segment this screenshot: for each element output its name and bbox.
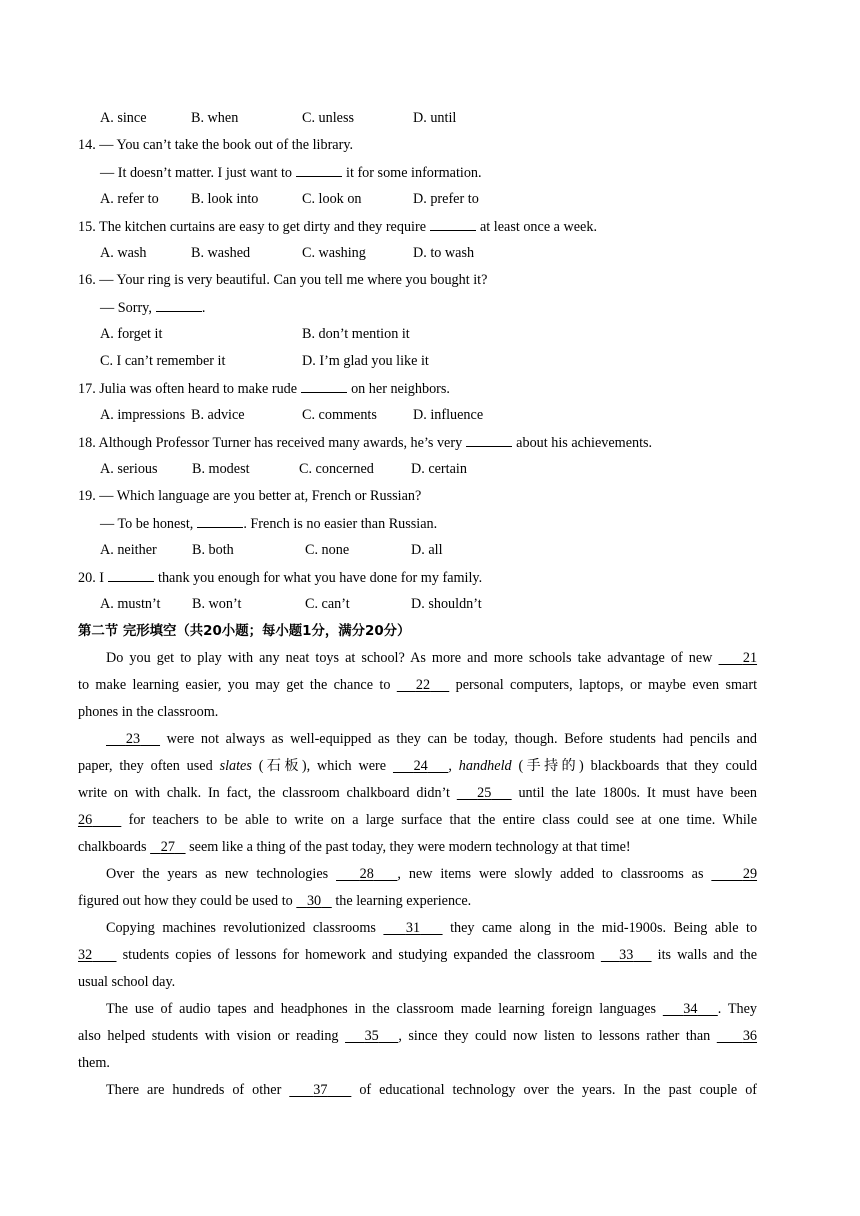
passage-line xyxy=(78,915,757,942)
passage-line: usual school day. xyxy=(78,974,176,990)
blank-number: 32 xyxy=(78,947,93,963)
passage-paragraph xyxy=(78,726,757,861)
option-b: B. advice xyxy=(191,407,245,423)
cloze-blank-35 xyxy=(345,1028,398,1044)
option-d: D. until xyxy=(413,110,457,126)
passage-paragraph xyxy=(78,915,757,996)
blank-number: 34 xyxy=(683,1001,698,1017)
option-c: C. concerned xyxy=(299,461,374,477)
passage-text: for teachers to be able to write on a large surface that the entire class could see at one time. While xyxy=(128,812,757,828)
passage-text: they came along in the mid-1900s. Being able to xyxy=(450,920,758,936)
question-text: 18. Although Professor Turner has received many awards, he’s very xyxy=(78,435,463,451)
question-stem: 16. — Your ring is very beautiful. Can you tell me where you bought it? xyxy=(78,272,488,288)
passage-line xyxy=(78,834,757,861)
option-b: B. both xyxy=(192,542,234,558)
blank-number: 27 xyxy=(160,839,175,855)
passage-paragraph xyxy=(78,861,757,915)
answer-blank xyxy=(156,298,202,312)
cloze-blank-34 xyxy=(663,1001,718,1017)
passage-text: personal computers, laptops, or maybe even smart xyxy=(455,677,758,693)
question-stem xyxy=(78,379,450,398)
blank-number: 25 xyxy=(477,785,492,801)
option-c: C. unless xyxy=(302,110,355,126)
cloze-blank-23 xyxy=(106,731,160,747)
option-a: A. wash xyxy=(100,245,147,261)
passage-text: until the late 1800s. It must have been xyxy=(518,785,758,801)
option-a: A. impressions xyxy=(100,407,186,423)
chinese-gloss: (手持的) xyxy=(518,758,584,774)
passage-text: the learning experience. xyxy=(335,893,472,909)
option-c: C. none xyxy=(305,542,350,558)
blank-number: 31 xyxy=(405,920,421,936)
option-c: C. washing xyxy=(302,245,366,261)
passage-line xyxy=(78,645,757,672)
option-d: D. to wash xyxy=(413,245,475,261)
cloze-blank-31 xyxy=(383,920,442,936)
cloze-blank-29 xyxy=(711,866,757,882)
question-text: — It doesn’t matter. I just want to xyxy=(100,165,293,181)
answer-blank xyxy=(301,379,347,393)
option-d: D. certain xyxy=(411,461,467,477)
blank-number: 29 xyxy=(742,866,758,882)
passage-text: , new items were slowly added to classrooms as xyxy=(397,866,704,882)
passage-line xyxy=(78,1077,757,1104)
blank-number: 35 xyxy=(364,1028,379,1044)
option-c: C. look on xyxy=(302,191,362,207)
passage-line xyxy=(78,942,757,969)
option-d: D. prefer to xyxy=(413,191,479,207)
option-d: D. influence xyxy=(413,407,484,423)
passage-text: figured out how they could be used to xyxy=(78,893,293,909)
passage-text: chalkboards xyxy=(78,839,147,855)
passage-line xyxy=(78,1023,757,1050)
passage-line xyxy=(78,888,757,915)
cloze-blank-21 xyxy=(719,650,758,666)
question-text: — To be honest, xyxy=(100,516,194,532)
passage-line: paper, they often used slates (石板), which were 24 , handheld (手持的) blackboards that they could xyxy=(78,758,758,774)
question-text: thank you enough for what you have done for my family. xyxy=(158,570,483,586)
question-line xyxy=(100,163,482,182)
question-text: on her neighbors. xyxy=(351,381,450,397)
option-b: B. washed xyxy=(191,245,251,261)
passage-text: The use of audio tapes and headphones in the classroom made learning foreign languages xyxy=(106,1001,657,1017)
passage-text: also helped students with vision or reading xyxy=(78,1028,339,1044)
option-b: B. when xyxy=(191,110,239,126)
cloze-blank-22 xyxy=(397,677,449,693)
passage-line xyxy=(78,807,757,834)
passage-text: Copying machines revolutionized classrooms xyxy=(106,920,376,936)
passage-line xyxy=(78,672,757,699)
passage-text: paper, they often used xyxy=(78,758,213,774)
answer-blank xyxy=(108,568,154,582)
question-text: 17. Julia was often heard to make rude xyxy=(78,381,298,397)
chinese-gloss: (石板) xyxy=(258,758,307,774)
blank-number: 24 xyxy=(413,758,428,774)
question-text: at least once a week. xyxy=(480,219,597,235)
option-c: C. I can’t remember it xyxy=(100,353,226,369)
passage-line: phones in the classroom. xyxy=(78,704,219,720)
option-c: C. comments xyxy=(302,407,377,423)
passage-line: them. xyxy=(78,1055,110,1071)
passage-line xyxy=(78,780,757,807)
question-line xyxy=(100,298,205,317)
cloze-blank-27 xyxy=(150,839,185,855)
question-stem xyxy=(78,433,652,452)
cloze-blank-26 xyxy=(78,812,121,828)
question-text: — Sorry, xyxy=(100,300,152,316)
blank-number: 36 xyxy=(742,1028,758,1044)
blank-number: 33 xyxy=(619,947,634,963)
passage-text: seem like a thing of the past today, they were modern technology at that time! xyxy=(189,839,631,855)
passage-line xyxy=(78,861,757,888)
answer-blank xyxy=(430,217,476,231)
cloze-blank-30 xyxy=(296,893,331,909)
question-text: it for some information. xyxy=(346,165,482,181)
question-text: 20. I xyxy=(78,570,105,586)
option-b: B. don’t mention it xyxy=(302,326,410,342)
passage-text: . They xyxy=(717,1001,758,1017)
cloze-blank-32 xyxy=(78,947,117,963)
answer-blank xyxy=(296,163,342,177)
passage-text: Over the years as new technologies xyxy=(106,866,329,882)
option-a: A. mustn’t xyxy=(100,596,161,612)
passage-line xyxy=(78,726,757,753)
question-text: . xyxy=(201,300,206,316)
cloze-blank-37 xyxy=(289,1082,351,1098)
cloze-blank-33 xyxy=(601,947,652,963)
passage-text: blackboards that they could xyxy=(590,758,758,774)
blank-number: 28 xyxy=(359,866,374,882)
option-a: A. neither xyxy=(100,542,157,558)
question-stem: 14. — You can’t take the book out of the library. xyxy=(78,137,354,153)
passage-text: Do you get to play with any neat toys at school? As more and more schools take advantage of new xyxy=(106,650,713,666)
cloze-blank-28 xyxy=(336,866,397,882)
passage-paragraph xyxy=(78,996,757,1077)
passage-line xyxy=(78,996,757,1023)
passage-text: to make learning easier, you may get the chance to xyxy=(78,677,391,693)
passage-text: its walls and the xyxy=(657,947,758,963)
option-b: B. modest xyxy=(192,461,250,477)
option-c: C. can’t xyxy=(305,596,350,612)
passage-text: write on with chalk. In fact, the classroom chalkboard didn’t xyxy=(78,785,451,801)
option-a: A. serious xyxy=(100,461,158,477)
section-heading: 第二节 完形填空（共20小题；每小题1分，满分20分） xyxy=(78,624,411,639)
passage-paragraph xyxy=(78,1077,757,1104)
question-stem xyxy=(78,568,482,587)
passage-text: , since they could now listen to lessons rather than xyxy=(398,1028,711,1044)
passage-term: handheld xyxy=(458,758,512,774)
passage-text: were not always as well-equipped as they can be today, though. Before students had pencils and xyxy=(166,731,758,747)
blank-number: 37 xyxy=(313,1082,328,1098)
question-stem: 19. — Which language are you better at, French or Russian? xyxy=(78,488,422,504)
answer-blank xyxy=(466,433,512,447)
blank-number: 21 xyxy=(742,650,758,666)
option-a: A. since xyxy=(100,110,147,126)
blank-number: 30 xyxy=(306,893,322,909)
cloze-blank-25 xyxy=(457,785,512,801)
passage-text: There are hundreds of other xyxy=(106,1082,282,1098)
question-line xyxy=(100,514,437,533)
option-a: A. forget it xyxy=(100,326,163,342)
blank-number: 23 xyxy=(125,731,141,747)
cloze-blank-36 xyxy=(717,1028,757,1044)
cloze-blank-24 xyxy=(393,758,448,774)
option-b: B. look into xyxy=(191,191,259,207)
option-d: D. I’m glad you like it xyxy=(302,353,429,369)
question-stem xyxy=(78,217,597,236)
option-a: A. refer to xyxy=(100,191,159,207)
answer-blank xyxy=(197,514,243,528)
option-d: D. shouldn’t xyxy=(411,596,482,612)
option-b: B. won’t xyxy=(192,596,242,612)
passage-term: slates xyxy=(219,758,252,774)
option-d: D. all xyxy=(411,542,443,558)
passage-paragraph xyxy=(78,645,757,726)
blank-number: 26 xyxy=(78,812,93,828)
passage-text: , which were xyxy=(306,758,387,774)
question-text: 15. The kitchen curtains are easy to get dirty and they require xyxy=(78,219,426,235)
question-text: about his achievements. xyxy=(516,435,653,451)
blank-number: 22 xyxy=(415,677,431,693)
passage-text: of educational technology over the years. In the past couple of xyxy=(359,1082,758,1098)
passage-text: students copies of lessons for homework and studying expanded the classroom xyxy=(122,947,595,963)
question-text: . French is no easier than Russian. xyxy=(243,516,438,532)
